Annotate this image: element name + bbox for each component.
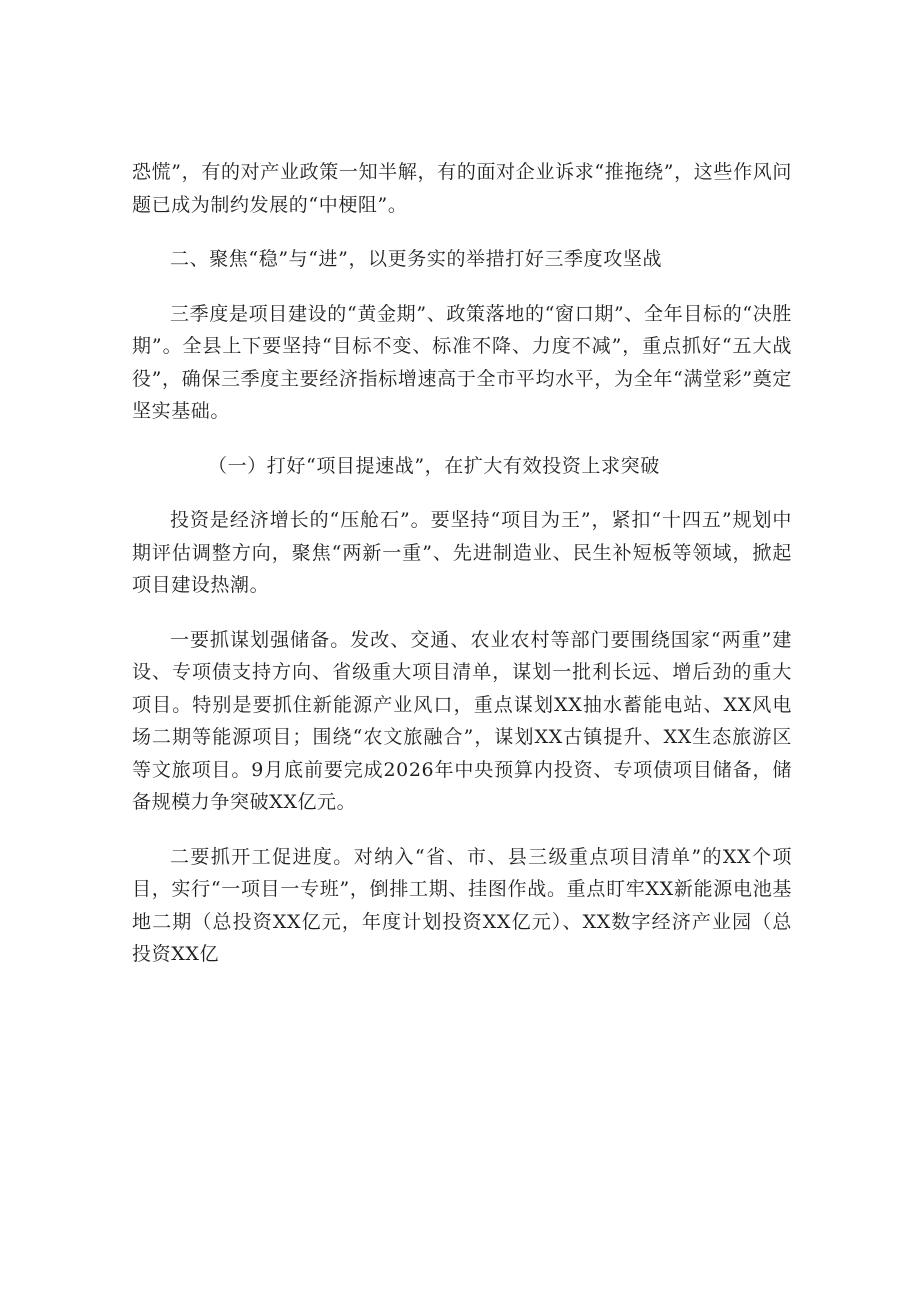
- document-body: [132, 156, 792, 993]
- paragraph-continuation: 恐慌”，有的对产业政策一知半解，有的面对企业诉求“推拖绕”，这些作风问题已成为制约发展的“中梗阻”。: [132, 161, 792, 216]
- subsection-heading: （一）打好“项目提速战”，在扩大有效投资上求突破: [208, 454, 660, 477]
- paragraph: 二要抓开工促进度。对纳入“省、市、县三级重点项目清单”的XX个项目，实行“一项目一专班”，倒排工期、挂图作战。重点盯牢XX新能源电池基地二期（总投资XX亿元，年度计划投资XX亿元）、XX数字经济产业园（总投资XX亿: [132, 845, 792, 965]
- paragraph: 一要抓谋划强储备。发改、交通、农业农村等部门要围绕国家“两重”建设、专项债支持方向、省级重大项目清单，谋划一批利长远、增后劲的重大项目。特别是要抓住新能源产业风口，重点谋划XX抽水蓄能电站、XX风电场二期等能源项目；围绕“农文旅融合”，谋划XX古镇提升、XX生态旅游区等文旅项目。9月底前要完成2026年中央预算内投资、专项债项目储备，储备规模力争突破XX亿元。: [132, 628, 792, 813]
- paragraph: 投资是经济增长的“压舱石”。要坚持“项目为王”，紧扣“十四五”规划中期评估调整方向，聚焦“两新一重”、先进制造业、民生补短板等领域，掀起项目建设热潮。: [132, 509, 792, 596]
- section-heading: 二、聚焦“稳”与“进”，以更务实的举措打好三季度攻坚战: [170, 248, 663, 270]
- paragraph: 三季度是项目建设的“黄金期”、政策落地的“窗口期”、全年目标的“决胜期”。全县上下要坚持“目标不变、标准不降、力度不减”，重点抓好“五大战役”，确保三季度主要经济指标增速高于全市平均水平，为全年“满堂彩”奠定坚实基础。: [132, 302, 792, 422]
